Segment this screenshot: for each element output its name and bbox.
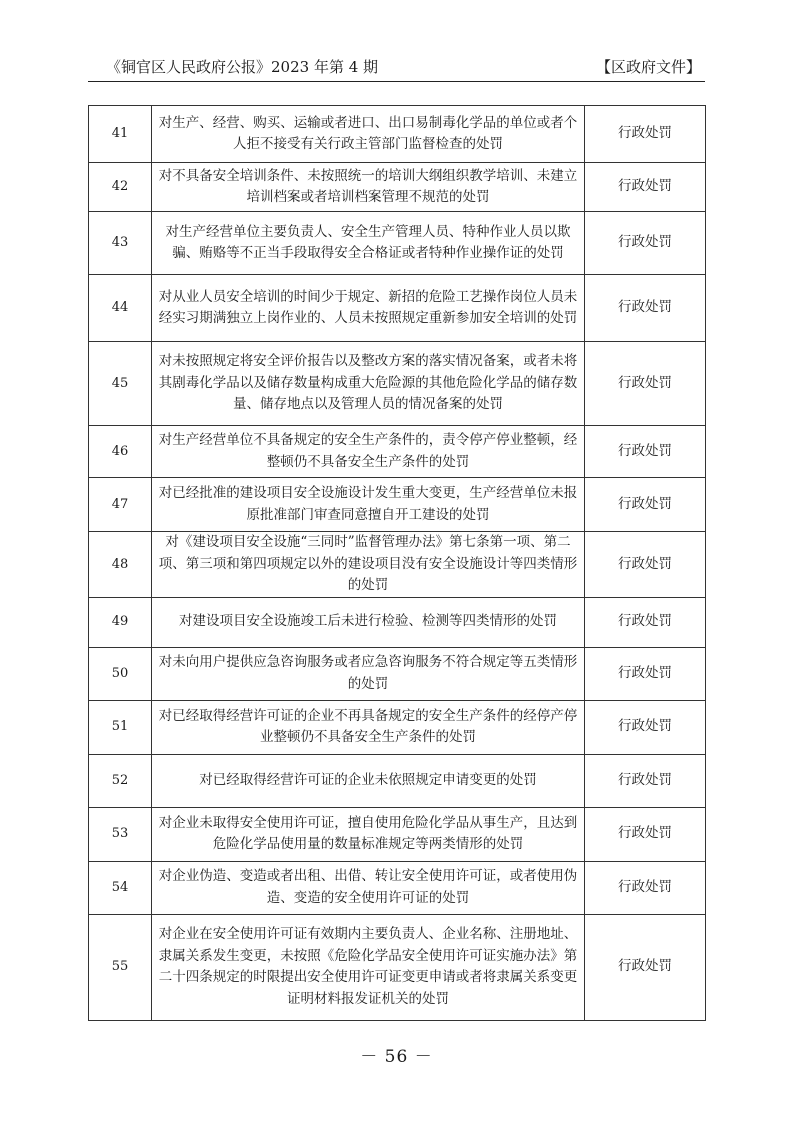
row-type: 行政处罚 [585, 275, 706, 342]
row-type: 行政处罚 [585, 754, 706, 807]
row-item: 对不具备安全培训条件、未按照统一的培训大纲组织教学培训、未建立培训档案或者培训档案管理不规范的处罚 [152, 163, 585, 212]
row-item: 对企业在安全使用许可证有效期内主要负责人、企业名称、注册地址、隶属关系发生变更，未按照《危险化学品安全使用许可证实施办法》第二十四条规定的时限提出安全使用许可证变更申请或者将隶属关系变更证明材料报发证机关的处罚 [152, 914, 585, 1020]
row-number: 55 [89, 914, 152, 1020]
table-row [89, 807, 706, 861]
row-type: 行政处罚 [585, 532, 706, 598]
row-item: 对已经批准的建设项目安全设施设计发生重大变更，生产经营单位未报原批准部门审查同意擅自开工建设的处罚 [152, 478, 585, 532]
table-row [89, 212, 706, 275]
table-row [89, 478, 706, 532]
row-type: 行政处罚 [585, 700, 706, 754]
row-number: 54 [89, 861, 152, 914]
row-type: 行政处罚 [585, 426, 706, 478]
row-type: 行政处罚 [585, 807, 706, 861]
table-row [89, 342, 706, 426]
row-item: 对生产、经营、购买、运输或者进口、出口易制毒化学品的单位或者个人拒不接受有关行政主管部门监督检查的处罚 [152, 106, 585, 163]
row-item: 对生产经营单位不具备规定的安全生产条件的，责令停产停业整顿，经整顿仍不具备安全生产条件的处罚 [152, 426, 585, 478]
row-number: 42 [89, 163, 152, 212]
row-type: 行政处罚 [585, 106, 706, 163]
row-item: 对《建设项目安全设施“三同时”监督管理办法》第七条第一项、第二项、第三项和第四项规定以外的建设项目没有安全设施设计等四类情形的处罚 [152, 532, 585, 598]
row-type: 行政处罚 [585, 597, 706, 647]
row-type: 行政处罚 [585, 212, 706, 275]
table-row [89, 914, 706, 1020]
table-row [89, 532, 706, 598]
table-row [89, 597, 706, 647]
row-item: 对企业未取得安全使用许可证，擅自使用危险化学品从事生产，且达到危险化学品使用量的数量标准规定等两类情形的处罚 [152, 807, 585, 861]
header-divider [88, 81, 705, 82]
row-item: 对未按照规定将安全评价报告以及整改方案的落实情况备案，或者未将其剧毒化学品以及储存数量构成重大危险源的其他危险化学品的储存数量、储存地点以及管理人员的情况备案的处罚 [152, 342, 585, 426]
row-type: 行政处罚 [585, 163, 706, 212]
table-row [89, 861, 706, 914]
table-row [89, 106, 706, 163]
row-number: 46 [89, 426, 152, 478]
row-type: 行政处罚 [585, 861, 706, 914]
row-number: 47 [89, 478, 152, 532]
row-number: 41 [89, 106, 152, 163]
row-number: 49 [89, 597, 152, 647]
page-number: － 56 － [360, 1047, 433, 1067]
table-row [89, 275, 706, 342]
row-number: 50 [89, 647, 152, 700]
table-row [89, 754, 706, 807]
penalty-table [88, 105, 706, 1021]
row-item: 对未向用户提供应急咨询服务或者应急咨询服务不符合规定等五类情形的处罚 [152, 647, 585, 700]
row-number: 51 [89, 700, 152, 754]
row-type: 行政处罚 [585, 478, 706, 532]
row-type: 行政处罚 [585, 914, 706, 1020]
row-type: 行政处罚 [585, 342, 706, 426]
row-number: 44 [89, 275, 152, 342]
row-item: 对从业人员安全培训的时间少于规定、新招的危险工艺操作岗位人员未经实习期满独立上岗作业的、人员未按照规定重新参加安全培训的处罚 [152, 275, 585, 342]
table-row [89, 647, 706, 700]
row-number: 48 [89, 532, 152, 598]
table-row [89, 700, 706, 754]
section-label: 【区政府文件】 [595, 58, 701, 76]
row-number: 43 [89, 212, 152, 275]
table-row [89, 163, 706, 212]
row-item: 对建设项目安全设施竣工后未进行检验、检测等四类情形的处罚 [152, 597, 585, 647]
row-item: 对已经取得经营许可证的企业未依照规定申请变更的处罚 [152, 754, 585, 807]
row-item: 对生产经营单位主要负责人、安全生产管理人员、特种作业人员以欺骗、贿赂等不正当手段取得安全合格证或者特种作业操作证的处罚 [152, 212, 585, 275]
bulletin-title: 《铜官区人民政府公报》2023 年第 4 期 [106, 58, 379, 76]
row-number: 52 [89, 754, 152, 807]
row-type: 行政处罚 [585, 647, 706, 700]
row-number: 53 [89, 807, 152, 861]
page-header [88, 54, 705, 80]
row-number: 45 [89, 342, 152, 426]
row-item: 对已经取得经营许可证的企业不再具备规定的安全生产条件的经停产停业整顿仍不具备安全生产条件的处罚 [152, 700, 585, 754]
row-item: 对企业伪造、变造或者出租、出借、转让安全使用许可证，或者使用伪造、变造的安全使用许可证的处罚 [152, 861, 585, 914]
table-row [89, 426, 706, 478]
